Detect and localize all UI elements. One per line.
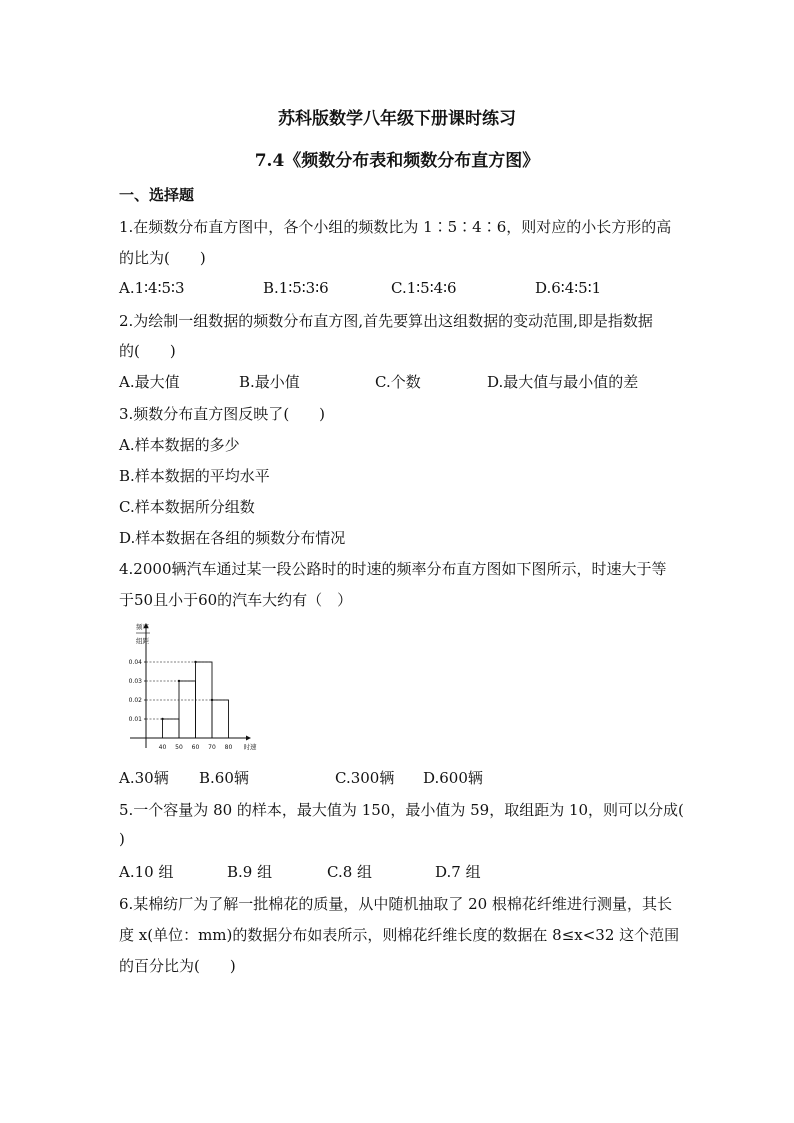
option-a: A.1∶4∶5∶3 <box>119 279 185 297</box>
bar-corner-dot-3 <box>194 661 196 663</box>
x-tick-label-4: 70 <box>208 744 216 751</box>
histogram-bar-1 <box>163 719 180 738</box>
option-d: D.7 组 <box>435 863 481 881</box>
histogram-bar-4 <box>212 700 229 738</box>
bar-corner-dot-1 <box>161 718 163 720</box>
option-b: B.最小值 <box>239 373 300 391</box>
x-tick-label-3: 60 <box>191 744 200 751</box>
frequency-histogram <box>118 618 268 756</box>
question-4-text: 4.2000辆汽车通过某一段公路时的时速的频率分布直方图如下图所示，时速大于等 <box>119 560 667 578</box>
x-axis-arrow <box>246 736 251 741</box>
y-tick-label-1: 0.01 <box>128 716 142 723</box>
x-axis-label: 时速 <box>243 743 257 751</box>
x-tick-label-2: 50 <box>175 744 183 751</box>
y-tick-label-2: 0.02 <box>128 697 142 704</box>
question-2-text: 2.为绘制一组数据的频数分布直方图,首先要算出这组数据的变动范围,即是指数据 <box>119 312 653 330</box>
x-tick-label-1: 40 <box>158 744 167 751</box>
question-5-text-cont: ) <box>119 830 125 848</box>
option-b: B.样本数据的平均水平 <box>119 467 270 485</box>
y-axis-label-bottom: 组距 <box>136 637 149 645</box>
option-c: C.300辆 <box>335 769 395 787</box>
question-2-text-cont: 的( ) <box>119 342 176 360</box>
x-tick-label-5: 80 <box>224 744 233 751</box>
option-d: D.最大值与最小值的差 <box>487 373 639 391</box>
option-c: C.1∶5∶4∶6 <box>391 279 457 297</box>
question-6-text: 6.某棉纺厂为了解一批棉花的质量，从中随机抽取了 20 根棉花纤维进行测量，其长 <box>119 895 672 913</box>
option-b: B.9 组 <box>227 863 273 881</box>
question-4-text-cont: 于50且小于60的汽车大约有（ ） <box>119 591 353 609</box>
option-a: A.样本数据的多少 <box>119 436 240 454</box>
option-b: B.1∶5∶3∶6 <box>263 279 329 297</box>
histogram-bar-2 <box>179 681 196 738</box>
question-3-text: 3.频数分布直方图反映了( ) <box>119 405 326 423</box>
option-d: D.6∶4∶5∶1 <box>535 279 602 297</box>
option-d: D.样本数据在各组的频数分布情况 <box>119 529 346 547</box>
bar-corner-dot-4 <box>211 699 213 701</box>
document-subtitle: 7.4《频数分布表和频数分布直方图》 <box>254 151 540 171</box>
question-1-text-cont: 的比为( ) <box>119 249 206 267</box>
y-tick-label-4: 0.04 <box>128 659 142 666</box>
option-a: A.10 组 <box>119 863 174 881</box>
question-6-text-cont-2: 的百分比为( ) <box>119 957 236 975</box>
option-b: B.60辆 <box>199 769 249 787</box>
bar-corner-dot-2 <box>178 680 180 682</box>
question-6-text-cont: 度 x(单位：mm)的数据分布如表所示，则棉花纤维长度的数据在 8≤x<32 这个范围 <box>119 926 680 944</box>
document-title: 苏科版数学八年级下册课时练习 <box>278 109 516 129</box>
option-a: A.最大值 <box>119 373 180 391</box>
section-heading: 一、选择题 <box>119 186 195 204</box>
option-c: C.样本数据所分组数 <box>119 498 255 516</box>
y-tick-label-3: 0.03 <box>128 678 142 685</box>
option-d: D.600辆 <box>423 769 483 787</box>
y-axis-label-top: 频率 <box>136 623 149 631</box>
question-5-text: 5.一个容量为 80 的样本，最大值为 150，最小值为 59，取组距为 10，则可以分成( <box>119 801 684 819</box>
option-c: C.个数 <box>375 373 421 391</box>
option-c: C.8 组 <box>327 863 373 881</box>
question-1-text: 1.在频数分布直方图中，各个小组的频数比为 1∶5∶4∶6，则对应的小长方形的高 <box>119 218 672 236</box>
option-a: A.30辆 <box>119 769 169 787</box>
